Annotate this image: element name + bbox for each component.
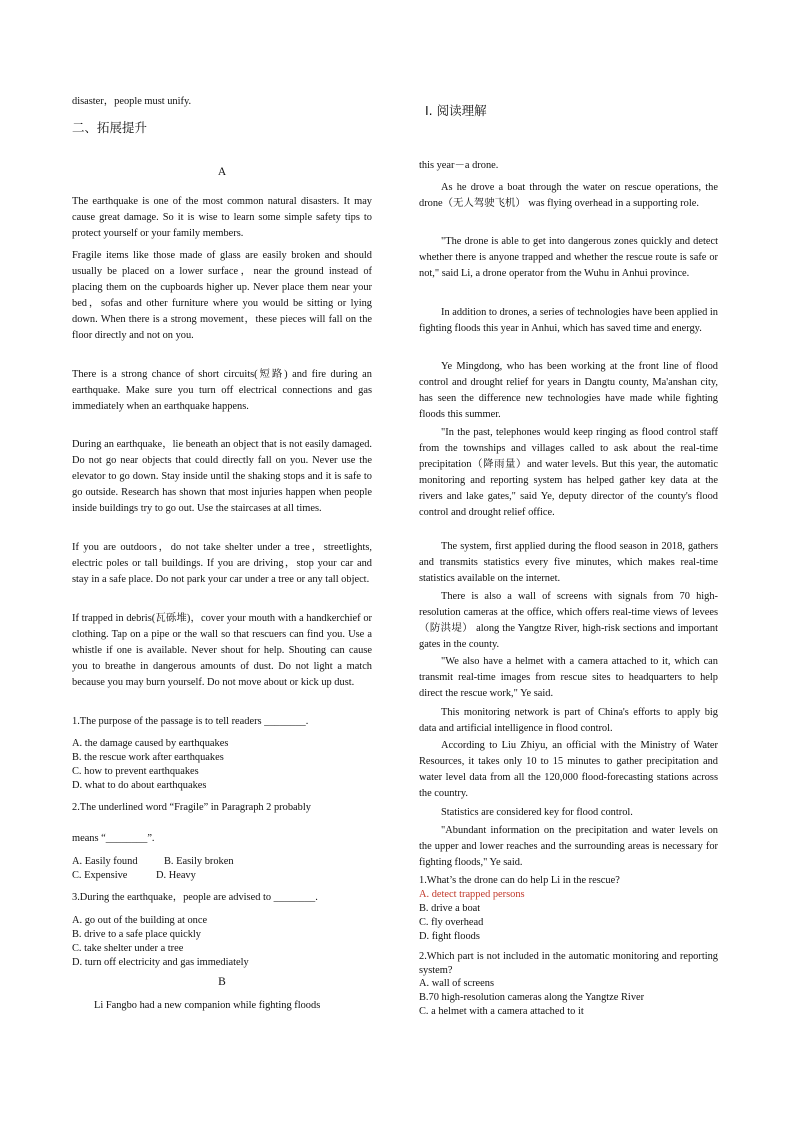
section-title-extension: 二、拓展提升 [72,120,148,135]
question-3-options [72,914,372,970]
passage-b-paragraph: "In the past, telephones would keep ringing as flood control staff from the townships and villages called to ask about the real-time precipitation（降雨量）and water levels. But this year, the automatic monitoring and reporting system has helped gather key data at the rivers and lake gates," said Ye, deputy director of the county's flood control and drought relief office. [419,427,718,518]
passage-b-label: B [218,976,226,988]
passage-b-paragraph: There is also a wall of screens with signals from 70 high-resolution cameras at the office, which offers real-time views of levees（防洪堤） along the Yangtze River, high-risk sections and important gates in the county. [419,591,718,650]
passage-a-label: A [217,166,227,178]
passage-a-paragraph: During an earthquake，lie beneath an object that is not easily damaged. Do not go near objects that could directly fall on you. Never use the elevator to go down. Stay inside until the shaking stops and it is safe to go outside. Research has shown that most injuries happen when people inside buildings try to go out. Use the staircases at all times. [72,439,372,514]
option[interactable]: B. Easily broken [164,856,234,867]
option[interactable]: D. Heavy [156,870,196,881]
question-2-line-2: means “________”. [72,833,155,844]
option[interactable]: B. drive to a safe place quickly [72,929,201,940]
option-selected[interactable]: A. detect trapped persons [419,889,525,900]
section-title-reading: Ⅰ. 阅读理解 [425,103,487,118]
passage-a-paragraph: Fragile items like those made of glass are easily broken and should usually be placed on a lower surface，near the ground instead of placing them on the cupboards higher up. Never place them near your bed，sofas and other furniture where you would be sitting or lying down. When there is a strong movement，these pieces will fall on the floor directly and not on you. [72,250,372,341]
passage-b-paragraph: The system, first applied during the flood season in 2018, gathers and transmits statistics every five minutes, which makes real-time statistics available on the internet. [419,541,718,584]
passage-a-paragraph: If you are outdoors，do not take shelter under a tree，streetlights, electric poles or tall buildings. If you are driving，stop your car and stay in a safe place. Do not park your car under a tree or any tall object. [72,542,372,585]
passage-b-paragraph: "We also have a helmet with a camera attached to it, which can transmit real-time images from rescue sites to headquarters to help direct the rescue work," Ye said. [419,656,718,699]
question-b-1: 1.What’s the drone can do help Li in the rescue? [419,875,620,886]
question-b-2-options [419,977,718,1019]
option[interactable]: C. a helmet with a camera attached to it [419,1006,584,1017]
passage-a-paragraph: The earthquake is one of the most common natural disasters. It may cause great damage. So it is wise to learn some simple safety tips to protect yourself or your family members. [72,196,372,239]
passage-a-paragraph: If trapped in debris(瓦砾堆)，cover your mouth with a handkerchief or clothing. Tap on a pipe or the wall so that rescuers can find you. Use a whistle if one is available. Never shout for help. Shouting can cause you to breathe in dangerous amounts of dust. Do not light a match because you may burn yourself. Do not move about or kick up dust. [72,613,372,688]
passage-b-paragraph: "The drone is able to get into dangerous zones quickly and detect whether there is anyone trapped and whether the rescue route is safe or not," said Li, a drone operator from the Wuhu in Anhui province. [419,236,718,279]
option[interactable]: A. wall of screens [419,978,495,989]
passage-b-paragraph: According to Liu Zhiyu, an official with the Ministry of Water Resources, it takes only 10 to 15 minutes to gather precipitation and water level data from all the 120,000 flood-forecasting stations across the country. [419,740,718,799]
passage-b-paragraph: In addition to drones, a series of technologies have been applied in fighting floods this year in Anhui, which has saved time and energy. [419,307,719,334]
option[interactable]: A. Easily found [72,856,138,867]
passage-b-start: Li Fangbo had a new companion while fighting floods [94,1000,321,1011]
question-1-options [72,737,372,793]
intro-line: disaster，people must unify. [72,96,192,107]
option[interactable]: C. take shelter under a tree [72,943,184,954]
option[interactable]: B. the rescue work after earthquakes [72,752,224,763]
option[interactable]: A. the damage caused by earthquakes [72,738,229,749]
question-3: 3.During the earthquake，people are advised to ________. [72,892,318,903]
question-1: 1.The purpose of the passage is to tell readers ________. [72,716,309,727]
option[interactable]: B.70 high-resolution cameras along the Yangtze River [419,992,645,1003]
passage-b-paragraph: "Abundant information on the precipitation and water levels on the upper and lower reaches and the surrounding areas is necessary for fighting floods," Ye said. [419,825,718,868]
question-b-2: 2.Which part is not included in the automatic monitoring and reporting system? [419,951,718,976]
option[interactable]: D. fight floods [419,931,480,942]
passage-b-paragraph: Ye Mingdong, who has been working at the front line of flood control and drought relief for years in Dangtu county, Ma'anshan city, has seen the difference new technologies have made while fighting floods this summer. [419,361,718,420]
question-2-options [72,855,372,883]
option[interactable]: C. Expensive [72,870,128,881]
option[interactable]: B. drive a boat [419,903,481,914]
passage-b-paragraph: As he drove a boat through the water on rescue operations, the drone（无人驾驶飞机） was flying overhead in a supporting role. [419,182,718,209]
passage-b-paragraph: this year－a drone. [419,160,499,171]
question-2-line-1: 2.The underlined word “Fragile” in Paragraph 2 probably [72,802,311,813]
passage-a-paragraph: There is a strong chance of short circuits(短路) and fire during an earthquake. Make sure you turn off electrical connections and gas immediately when an earthquake happens. [72,369,372,412]
passage-b-paragraph: Statistics are considered key for flood control. [441,807,633,818]
question-b-1-options [419,888,718,944]
option[interactable]: A. go out of the building at once [72,915,208,926]
option[interactable]: C. how to prevent earthquakes [72,766,199,777]
option[interactable]: C. fly overhead [419,917,484,928]
option[interactable]: D. turn off electricity and gas immediately [72,957,249,968]
passage-b-paragraph: This monitoring network is part of China's efforts to apply big data and artificial intelligence in flood control. [419,707,718,734]
option[interactable]: D. what to do about earthquakes [72,780,207,791]
